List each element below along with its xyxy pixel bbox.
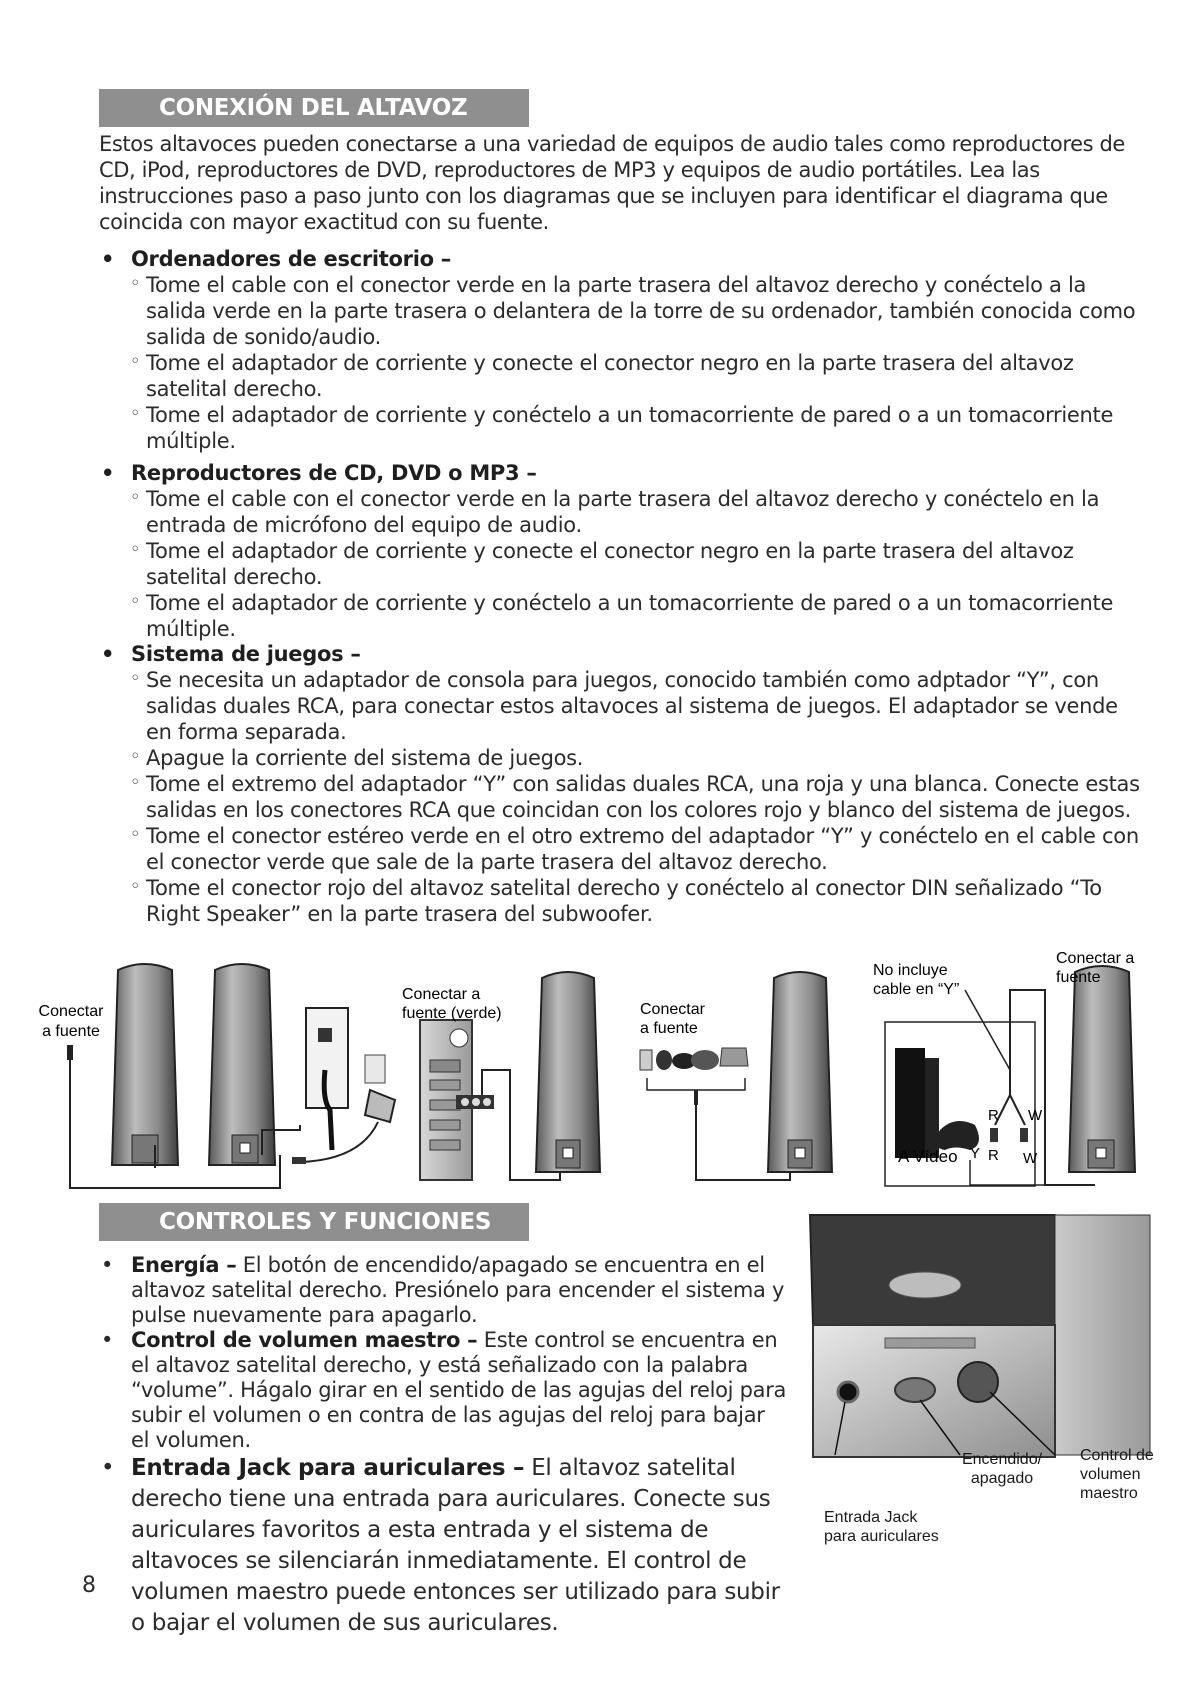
callout-power: [952, 1450, 1052, 1488]
no-y-cable-label-2: cable en “Y”: [873, 981, 960, 998]
group-heading: • Sistema de juegos –: [99, 641, 1149, 667]
control-term: Control de volumen maestro –: [131, 1328, 478, 1352]
callout-power-line1: Encendido/: [961, 1451, 1043, 1468]
power-button: [895, 1378, 935, 1402]
power-left-label-2: a fuente: [42, 1023, 100, 1040]
green-source-label-2: fuente (verde): [402, 1005, 502, 1022]
w-label-bottom: W: [1023, 1150, 1038, 1167]
power-left-label-1: Conectar: [38, 1003, 104, 1020]
callout-volume-line2: volumen: [1080, 1466, 1141, 1483]
video-label: A Vídeo: [898, 1147, 958, 1166]
intro-paragraph: Estos altavoces pueden conectarse a una variedad de equipos de audio tales como reproductores de CD, iPod, reproductores de DVD, reproductores de MP3 y equipos de audio portátiles. Lea las instrucciones paso a paso junto con los diagramas que se incluyen para identificar el diagrama que coincida con mayor exactitud con su fuente.: [99, 132, 1125, 234]
control-item-power: [99, 1253, 789, 1328]
step-item: ◦ Tome el cable con el conector verde en la parte trasera del altavoz derecho y conéctelo a la salida verde en la parte trasera o delantera de la torre de su ordenador, también conocida como salida de sonido/audio.: [99, 272, 1149, 350]
step-item: ◦ Tome el cable con el conector verde en la parte trasera del altavoz derecho y conéctelo en la entrada de micrófono del equipo de audio.: [99, 486, 1149, 538]
volume-knob: [958, 1362, 998, 1402]
headphone-jack: [838, 1382, 858, 1402]
speaker-closeup: [805, 1210, 1180, 1460]
section-header-controls: CONTROLES Y FUNCIONES: [99, 1203, 529, 1241]
step-item: ◦ Tome el adaptador de corriente y conéctelo a un tomacorriente de pared o a un tomacorriente múltiple.: [99, 590, 1149, 642]
group-game-system: [99, 641, 1149, 927]
speaker-mid-1: [536, 972, 600, 1172]
w-label-top: W: [1028, 1107, 1043, 1124]
control-term: Energía –: [131, 1253, 237, 1277]
control-item-headphone-jack: [99, 1453, 789, 1639]
speaker-mid-2: [768, 972, 832, 1172]
callout-jack-line1: Entrada Jack: [824, 1509, 918, 1526]
step-item: ◦ Tome el conector rojo del altavoz satelital derecho y conéctelo al conector DIN señalizado “To Right Speaker” en la parte trasera del subwoofer.: [99, 875, 1149, 927]
step-item: ◦ Tome el adaptador de corriente y conecte el conector negro en la parte trasera del altavoz satelital derecho.: [99, 350, 1149, 402]
no-y-cable-label-1: No incluye: [873, 962, 948, 979]
y-cable: [995, 1018, 1025, 1125]
step-item: ◦ Tome el conector estéreo verde en el otro extremo del adaptador “Y” y conéctelo en el cable con el conector verde que sale de la parte trasera del altavoz derecho.: [99, 823, 1149, 875]
controls-list: [99, 1253, 789, 1639]
power-right-label-2: fuente: [1056, 969, 1101, 986]
speaker-right: [1069, 966, 1135, 1172]
step-item: ◦ Tome el adaptador de corriente y conecte el conector negro en la parte trasera del altavoz satelital derecho.: [99, 538, 1149, 590]
step-item: ◦ Se necesita un adaptador de consola para juegos, conocido también como adptador “Y”, con salidas duales RCA, para conectar estos altavoces al sistema de juegos. El adaptador se vende en forma separada.: [99, 667, 1149, 745]
power-adapter: [365, 1090, 395, 1122]
speaker-left-1: [112, 964, 178, 1165]
portable-devices: [640, 1048, 748, 1070]
step-item: ◦ Tome el adaptador de corriente y conéctelo a un tomacorriente de pared o a un tomacorriente múltiple.: [99, 402, 1149, 454]
control-text: El altavoz satelital derecho tiene una entrada para auriculares. Conecte sus auriculares favoritos a esta entrada y el sistema de altavoces se silenciarán inmediatamente. El control de volumen maestro puede entonces ser utilizado para subir o bajar el volumen de sus auriculares.: [131, 1455, 780, 1636]
callout-volume-line1: Control de: [1080, 1447, 1154, 1464]
group-desktop: [99, 246, 1149, 454]
connection-diagram: [0, 950, 1191, 1190]
group-heading: • Ordenadores de escritorio –: [99, 246, 1149, 272]
y-label: Y: [970, 1145, 981, 1162]
r-label-top: R: [988, 1107, 999, 1124]
portable-source-label-1: Conectar: [640, 1001, 705, 1018]
speaker-left-2: [209, 964, 275, 1165]
game-console: [895, 1048, 979, 1158]
page-number: 8: [82, 1573, 96, 1598]
group-heading: • Reproductores de CD, DVD o MP3 –: [99, 460, 1149, 486]
control-text: Este control se encuentra en el altavoz satelital derecho, y está señalizado con la palabra “volume”. Hágalo girar en el sentido de las agujas del reloj para subir el volumen o en contra de las agujas del reloj para bajar el volumen.: [131, 1328, 787, 1452]
r-label-bottom: R: [988, 1147, 999, 1164]
control-term: Entrada Jack para auriculares –: [131, 1455, 525, 1481]
portable-source-label-2: a fuente: [640, 1020, 698, 1037]
section-header-connection: CONEXIÓN DEL ALTAVOZ: [99, 89, 529, 127]
callout-jack: [824, 1508, 939, 1546]
step-item: ◦ Tome el extremo del adaptador “Y” con salidas duales RCA, una roja y una blanca. Conecte estas salidas en los conectores RCA que coincidan con los colores rojo y blanco del sistema de juegos.: [99, 771, 1149, 823]
control-item-volume: [99, 1328, 789, 1453]
control-text: El botón de encendido/apagado se encuentra en el altavoz satelital derecho. Presiónelo para encender el sistema y pulse nuevamente para apagarlo.: [131, 1253, 785, 1327]
callout-power-line2: apagado: [970, 1470, 1034, 1487]
callout-jack-line2: para auriculares: [824, 1528, 939, 1545]
callout-volume: [1080, 1446, 1154, 1503]
group-cd-dvd-mp3: [99, 460, 1149, 642]
callout-volume-line3: maestro: [1080, 1485, 1138, 1502]
green-source-label-1: Conectar a: [402, 986, 481, 1003]
step-item: ◦ Apague la corriente del sistema de juegos.: [99, 745, 1149, 771]
computer-tower: [420, 1020, 494, 1180]
power-right-label-1: Conectar a: [1056, 950, 1135, 967]
